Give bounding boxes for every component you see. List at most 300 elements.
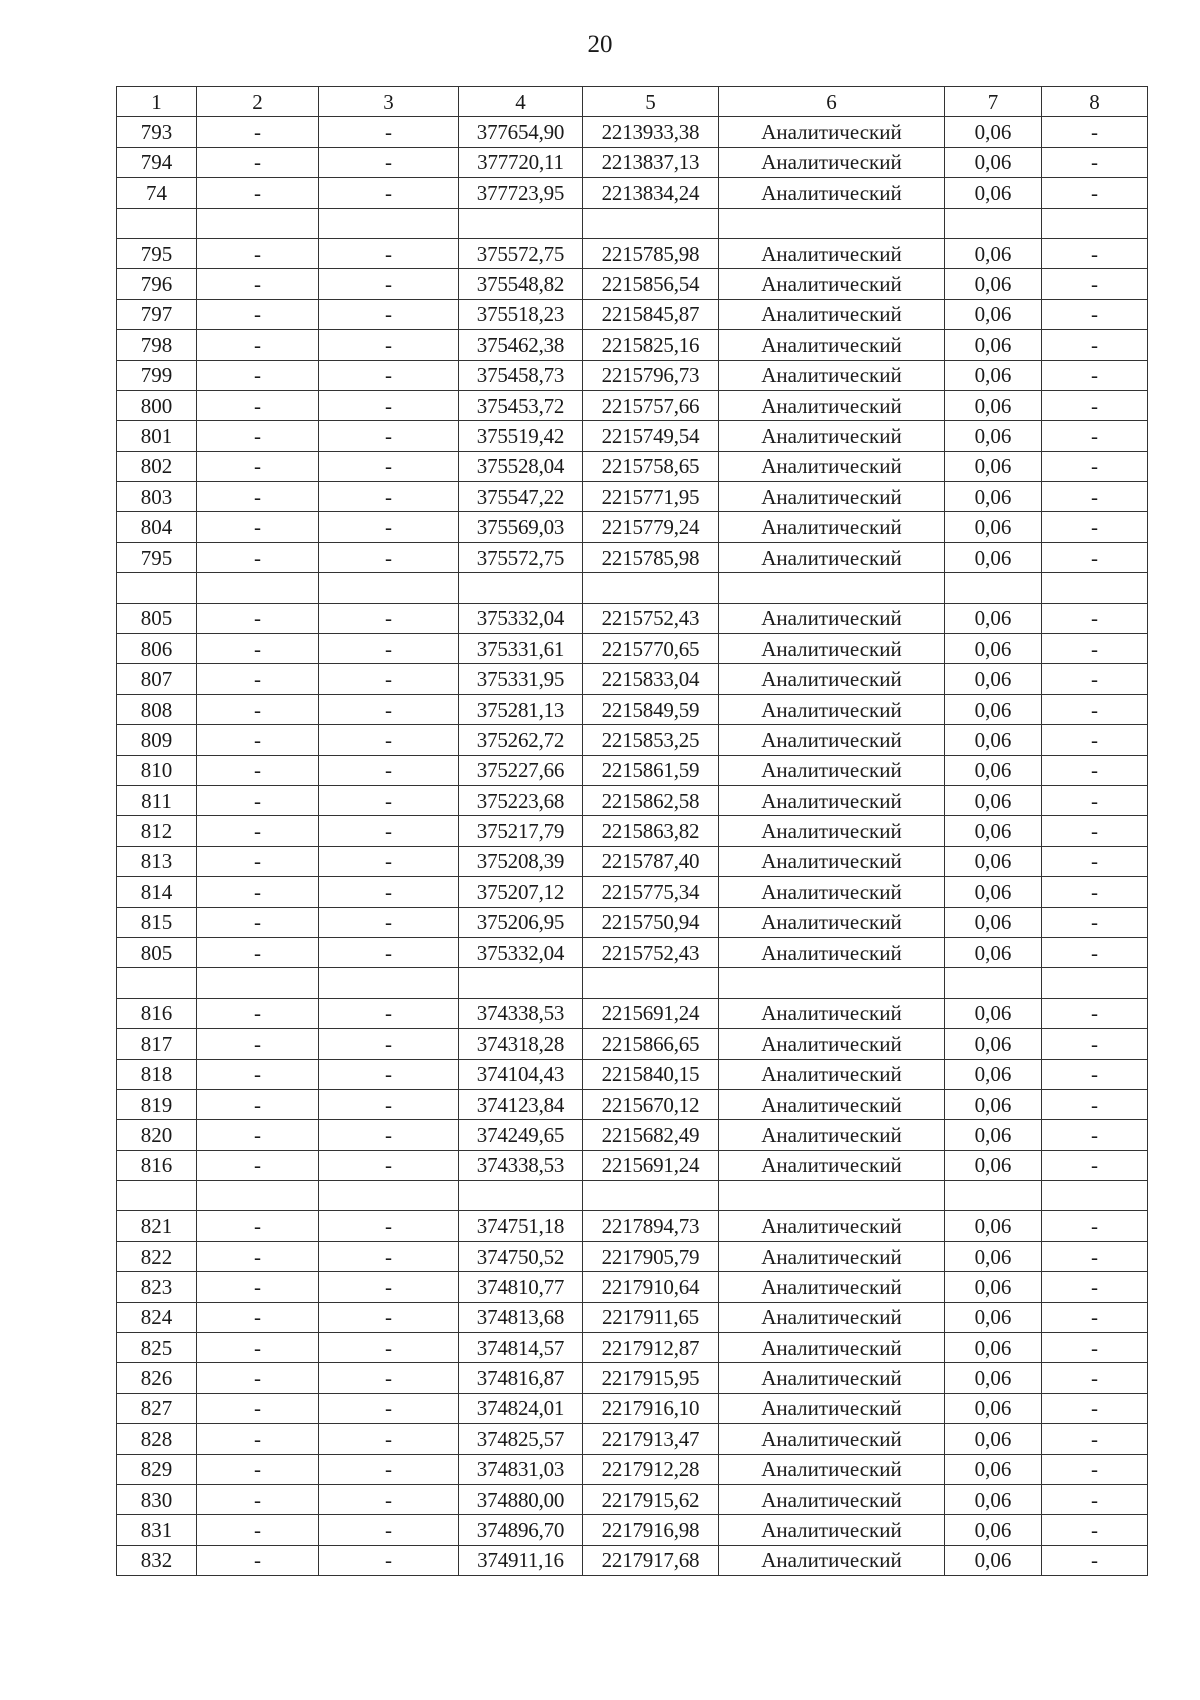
coord-y: 2215840,15 — [583, 1059, 719, 1089]
cell-col-8: - — [1042, 664, 1148, 694]
table-row — [117, 178, 1148, 208]
cell-col-8: - — [1042, 1515, 1148, 1545]
cell-col-8: - — [1042, 360, 1148, 390]
method: Аналитический — [719, 390, 945, 420]
accuracy: 0,06 — [945, 330, 1042, 360]
cell-col-8: - — [1042, 816, 1148, 846]
point-number: 830 — [117, 1484, 197, 1514]
cell-col-2: - — [197, 1241, 319, 1271]
coord-y: 2215758,65 — [583, 451, 719, 481]
cell-col-2: - — [197, 269, 319, 299]
point-number: 801 — [117, 421, 197, 451]
point-number: 820 — [117, 1120, 197, 1150]
coord-x: 377723,95 — [459, 178, 583, 208]
separator-row — [117, 208, 1148, 238]
table-row — [117, 1241, 1148, 1271]
cell-col-3 — [319, 208, 459, 238]
coord-x — [459, 968, 583, 998]
cell-col-3: - — [319, 1424, 459, 1454]
point-number — [117, 573, 197, 603]
method: Аналитический — [719, 664, 945, 694]
table-row — [117, 1089, 1148, 1119]
cell-col-3: - — [319, 785, 459, 815]
method: Аналитический — [719, 1363, 945, 1393]
point-number — [117, 208, 197, 238]
coord-y: 2215682,49 — [583, 1120, 719, 1150]
cell-col-2: - — [197, 1029, 319, 1059]
cell-col-3: - — [319, 877, 459, 907]
cell-col-8: - — [1042, 178, 1148, 208]
coord-x: 374338,53 — [459, 998, 583, 1028]
coord-y: 2215833,04 — [583, 664, 719, 694]
coord-x: 374831,03 — [459, 1454, 583, 1484]
method: Аналитический — [719, 178, 945, 208]
cell-col-2: - — [197, 694, 319, 724]
accuracy: 0,06 — [945, 1272, 1042, 1302]
point-number: 794 — [117, 147, 197, 177]
cell-col-2: - — [197, 147, 319, 177]
cell-col-3: - — [319, 1515, 459, 1545]
point-number: 829 — [117, 1454, 197, 1484]
accuracy — [945, 1181, 1042, 1211]
separator-row — [117, 573, 1148, 603]
accuracy: 0,06 — [945, 603, 1042, 633]
coord-x: 375518,23 — [459, 299, 583, 329]
method: Аналитический — [719, 1333, 945, 1363]
table-row — [117, 451, 1148, 481]
cell-col-3: - — [319, 1272, 459, 1302]
coord-x: 375262,72 — [459, 725, 583, 755]
cell-col-2: - — [197, 1272, 319, 1302]
point-number: 796 — [117, 269, 197, 299]
cell-col-8: - — [1042, 1545, 1148, 1575]
table-row — [117, 360, 1148, 390]
cell-col-3: - — [319, 421, 459, 451]
coord-y: 2215749,54 — [583, 421, 719, 451]
cell-col-3: - — [319, 1150, 459, 1180]
method: Аналитический — [719, 117, 945, 147]
cell-col-8: - — [1042, 937, 1148, 967]
point-number: 798 — [117, 330, 197, 360]
cell-col-2 — [197, 1181, 319, 1211]
point-number: 800 — [117, 390, 197, 420]
coord-y: 2215862,58 — [583, 785, 719, 815]
method: Аналитический — [719, 694, 945, 724]
point-number: 822 — [117, 1241, 197, 1271]
cell-col-3: - — [319, 1059, 459, 1089]
accuracy: 0,06 — [945, 664, 1042, 694]
coord-x: 375572,75 — [459, 542, 583, 572]
cell-col-3: - — [319, 1333, 459, 1363]
cell-col-8: - — [1042, 1333, 1148, 1363]
table-row — [117, 998, 1148, 1028]
coord-x: 375569,03 — [459, 512, 583, 542]
cell-col-3 — [319, 1181, 459, 1211]
accuracy: 0,06 — [945, 1363, 1042, 1393]
column-header: 4 — [459, 87, 583, 117]
method: Аналитический — [719, 299, 945, 329]
coord-y: 2215752,43 — [583, 937, 719, 967]
cell-col-3: - — [319, 1484, 459, 1514]
coord-y — [583, 1181, 719, 1211]
cell-col-2: - — [197, 998, 319, 1028]
coord-y — [583, 208, 719, 238]
table-row — [117, 664, 1148, 694]
accuracy: 0,06 — [945, 1515, 1042, 1545]
method: Аналитический — [719, 998, 945, 1028]
method: Аналитический — [719, 421, 945, 451]
coord-y: 2215825,16 — [583, 330, 719, 360]
table-row — [117, 634, 1148, 664]
column-header: 7 — [945, 87, 1042, 117]
point-number: 812 — [117, 816, 197, 846]
table-row — [117, 1424, 1148, 1454]
coord-x: 374249,65 — [459, 1120, 583, 1150]
table-row — [117, 1454, 1148, 1484]
point-number: 797 — [117, 299, 197, 329]
point-number: 74 — [117, 178, 197, 208]
point-number: 831 — [117, 1515, 197, 1545]
coord-y: 2215691,24 — [583, 998, 719, 1028]
cell-col-2: - — [197, 542, 319, 572]
accuracy: 0,06 — [945, 482, 1042, 512]
method — [719, 573, 945, 603]
point-number: 811 — [117, 785, 197, 815]
point-number: 817 — [117, 1029, 197, 1059]
cell-col-3: - — [319, 1363, 459, 1393]
method: Аналитический — [719, 482, 945, 512]
coord-x: 374816,87 — [459, 1363, 583, 1393]
cell-col-3: - — [319, 1029, 459, 1059]
table-row — [117, 1333, 1148, 1363]
coord-y: 2217916,98 — [583, 1515, 719, 1545]
method: Аналитический — [719, 937, 945, 967]
accuracy: 0,06 — [945, 390, 1042, 420]
coord-x: 375519,42 — [459, 421, 583, 451]
cell-col-2: - — [197, 451, 319, 481]
cell-col-2: - — [197, 664, 319, 694]
cell-col-2 — [197, 208, 319, 238]
table-header-row — [117, 87, 1148, 117]
cell-col-8 — [1042, 573, 1148, 603]
method: Аналитический — [719, 755, 945, 785]
point-number: 804 — [117, 512, 197, 542]
coord-x: 374338,53 — [459, 1150, 583, 1180]
coord-x: 375572,75 — [459, 238, 583, 268]
cell-col-8: - — [1042, 390, 1148, 420]
point-number: 793 — [117, 117, 197, 147]
coord-x: 375217,79 — [459, 816, 583, 846]
accuracy: 0,06 — [945, 1484, 1042, 1514]
method: Аналитический — [719, 360, 945, 390]
method: Аналитический — [719, 238, 945, 268]
method: Аналитический — [719, 1393, 945, 1423]
coord-y: 2215787,40 — [583, 846, 719, 876]
table-row — [117, 846, 1148, 876]
cell-col-3: - — [319, 725, 459, 755]
cell-col-2: - — [197, 178, 319, 208]
method: Аналитический — [719, 1150, 945, 1180]
coord-x: 374911,16 — [459, 1545, 583, 1575]
cell-col-2: - — [197, 1393, 319, 1423]
coord-y — [583, 573, 719, 603]
table-body — [117, 117, 1148, 1576]
point-number: 819 — [117, 1089, 197, 1119]
cell-col-8: - — [1042, 998, 1148, 1028]
table-row — [117, 330, 1148, 360]
page-number: 20 — [587, 31, 613, 58]
point-number: 799 — [117, 360, 197, 390]
accuracy: 0,06 — [945, 360, 1042, 390]
cell-col-8: - — [1042, 147, 1148, 177]
method: Аналитический — [719, 1545, 945, 1575]
table-row — [117, 877, 1148, 907]
cell-col-8: - — [1042, 755, 1148, 785]
cell-col-2: - — [197, 877, 319, 907]
cell-col-8: - — [1042, 542, 1148, 572]
cell-col-2: - — [197, 1424, 319, 1454]
method — [719, 1181, 945, 1211]
method — [719, 208, 945, 238]
cell-col-2: - — [197, 1089, 319, 1119]
cell-col-3: - — [319, 634, 459, 664]
coord-y: 2217905,79 — [583, 1241, 719, 1271]
cell-col-8: - — [1042, 1424, 1148, 1454]
cell-col-2 — [197, 968, 319, 998]
accuracy: 0,06 — [945, 1545, 1042, 1575]
cell-col-2: - — [197, 816, 319, 846]
point-number: 807 — [117, 664, 197, 694]
table-row — [117, 269, 1148, 299]
cell-col-3: - — [319, 269, 459, 299]
coord-x: 375548,82 — [459, 269, 583, 299]
cell-col-8: - — [1042, 785, 1148, 815]
accuracy: 0,06 — [945, 937, 1042, 967]
coord-y: 2215849,59 — [583, 694, 719, 724]
cell-col-3: - — [319, 542, 459, 572]
coord-x: 375462,38 — [459, 330, 583, 360]
cell-col-3: - — [319, 816, 459, 846]
cell-col-2: - — [197, 603, 319, 633]
coord-x: 375281,13 — [459, 694, 583, 724]
coord-y — [583, 968, 719, 998]
coord-x: 375547,22 — [459, 482, 583, 512]
coord-x: 375332,04 — [459, 603, 583, 633]
point-number: 825 — [117, 1333, 197, 1363]
cell-col-8: - — [1042, 238, 1148, 268]
cell-col-8: - — [1042, 330, 1148, 360]
table-row — [117, 603, 1148, 633]
method: Аналитический — [719, 330, 945, 360]
cell-col-8: - — [1042, 846, 1148, 876]
table-row — [117, 482, 1148, 512]
coord-x: 375528,04 — [459, 451, 583, 481]
cell-col-8 — [1042, 1181, 1148, 1211]
coord-y: 2215866,65 — [583, 1029, 719, 1059]
cell-col-3: - — [319, 1211, 459, 1241]
method: Аналитический — [719, 1089, 945, 1119]
point-number: 816 — [117, 1150, 197, 1180]
table-row — [117, 390, 1148, 420]
cell-col-2: - — [197, 330, 319, 360]
coord-x: 374751,18 — [459, 1211, 583, 1241]
cell-col-2: - — [197, 238, 319, 268]
coord-y: 2217894,73 — [583, 1211, 719, 1241]
coord-y: 2217911,65 — [583, 1302, 719, 1332]
accuracy: 0,06 — [945, 178, 1042, 208]
cell-col-3: - — [319, 664, 459, 694]
table-row — [117, 785, 1148, 815]
accuracy: 0,06 — [945, 147, 1042, 177]
point-number: 824 — [117, 1302, 197, 1332]
cell-col-8: - — [1042, 117, 1148, 147]
table-row — [117, 1120, 1148, 1150]
cell-col-8: - — [1042, 634, 1148, 664]
cell-col-8: - — [1042, 1029, 1148, 1059]
coord-y: 2215670,12 — [583, 1089, 719, 1119]
point-number — [117, 968, 197, 998]
coord-x: 374750,52 — [459, 1241, 583, 1271]
cell-col-8: - — [1042, 1363, 1148, 1393]
column-header: 1 — [117, 87, 197, 117]
coord-y: 2215856,54 — [583, 269, 719, 299]
cell-col-2: - — [197, 785, 319, 815]
point-number: 826 — [117, 1363, 197, 1393]
cell-col-3 — [319, 968, 459, 998]
method — [719, 968, 945, 998]
table-row — [117, 542, 1148, 572]
table-row — [117, 1029, 1148, 1059]
point-number: 818 — [117, 1059, 197, 1089]
coord-x: 377654,90 — [459, 117, 583, 147]
cell-col-8: - — [1042, 1484, 1148, 1514]
cell-col-8: - — [1042, 482, 1148, 512]
cell-col-3: - — [319, 694, 459, 724]
cell-col-2: - — [197, 1484, 319, 1514]
accuracy — [945, 208, 1042, 238]
cell-col-3: - — [319, 937, 459, 967]
coord-y: 2217915,95 — [583, 1363, 719, 1393]
cell-col-8: - — [1042, 694, 1148, 724]
cell-col-8 — [1042, 968, 1148, 998]
method: Аналитический — [719, 907, 945, 937]
cell-col-2: - — [197, 1302, 319, 1332]
accuracy: 0,06 — [945, 1393, 1042, 1423]
accuracy: 0,06 — [945, 1120, 1042, 1150]
coord-x: 374318,28 — [459, 1029, 583, 1059]
cell-col-3: - — [319, 512, 459, 542]
point-number: 823 — [117, 1272, 197, 1302]
coord-x: 377720,11 — [459, 147, 583, 177]
cell-col-3: - — [319, 147, 459, 177]
cell-col-3: - — [319, 755, 459, 785]
coord-x: 375331,61 — [459, 634, 583, 664]
cell-col-2: - — [197, 1120, 319, 1150]
cell-col-3 — [319, 573, 459, 603]
cell-col-2: - — [197, 512, 319, 542]
accuracy: 0,06 — [945, 785, 1042, 815]
coord-x: 375227,66 — [459, 755, 583, 785]
coord-y: 2217917,68 — [583, 1545, 719, 1575]
method: Аналитический — [719, 451, 945, 481]
accuracy: 0,06 — [945, 1302, 1042, 1332]
coord-x: 374813,68 — [459, 1302, 583, 1332]
accuracy — [945, 573, 1042, 603]
accuracy: 0,06 — [945, 1029, 1042, 1059]
coord-x: 375208,39 — [459, 846, 583, 876]
cell-col-2: - — [197, 1545, 319, 1575]
method: Аналитический — [719, 877, 945, 907]
table-row — [117, 1545, 1148, 1575]
cell-col-2: - — [197, 1150, 319, 1180]
coord-x: 374104,43 — [459, 1059, 583, 1089]
cell-col-8 — [1042, 208, 1148, 238]
cell-col-2: - — [197, 1211, 319, 1241]
method: Аналитический — [719, 846, 945, 876]
coord-x: 375206,95 — [459, 907, 583, 937]
method: Аналитический — [719, 1241, 945, 1271]
coord-x: 374810,77 — [459, 1272, 583, 1302]
coord-y: 2217913,47 — [583, 1424, 719, 1454]
table-row — [117, 907, 1148, 937]
cell-col-2: - — [197, 755, 319, 785]
cell-col-3: - — [319, 238, 459, 268]
coord-y: 2213834,24 — [583, 178, 719, 208]
coord-y: 2215771,95 — [583, 482, 719, 512]
cell-col-3: - — [319, 299, 459, 329]
table-row — [117, 1363, 1148, 1393]
cell-col-8: - — [1042, 1302, 1148, 1332]
cell-col-3: - — [319, 998, 459, 1028]
method: Аналитический — [719, 1484, 945, 1514]
cell-col-8: - — [1042, 512, 1148, 542]
point-number: 828 — [117, 1424, 197, 1454]
accuracy: 0,06 — [945, 1059, 1042, 1089]
table-row — [117, 299, 1148, 329]
point-number: 808 — [117, 694, 197, 724]
accuracy: 0,06 — [945, 1241, 1042, 1271]
coord-x: 375207,12 — [459, 877, 583, 907]
point-number: 795 — [117, 238, 197, 268]
table-row — [117, 937, 1148, 967]
cell-col-8: - — [1042, 1150, 1148, 1180]
table-row — [117, 1302, 1148, 1332]
coord-y: 2217912,28 — [583, 1454, 719, 1484]
coord-x: 375223,68 — [459, 785, 583, 815]
point-number: 832 — [117, 1545, 197, 1575]
accuracy: 0,06 — [945, 299, 1042, 329]
point-number — [117, 1181, 197, 1211]
accuracy: 0,06 — [945, 1150, 1042, 1180]
column-header: 6 — [719, 87, 945, 117]
point-number: 806 — [117, 634, 197, 664]
separator-row — [117, 1181, 1148, 1211]
cell-col-2 — [197, 573, 319, 603]
point-number: 809 — [117, 725, 197, 755]
accuracy: 0,06 — [945, 998, 1042, 1028]
cell-col-8: - — [1042, 907, 1148, 937]
coord-y: 2215770,65 — [583, 634, 719, 664]
method: Аналитический — [719, 1059, 945, 1089]
accuracy: 0,06 — [945, 634, 1042, 664]
coordinates-table — [116, 86, 1148, 1576]
cell-col-8: - — [1042, 877, 1148, 907]
accuracy: 0,06 — [945, 1454, 1042, 1484]
accuracy: 0,06 — [945, 755, 1042, 785]
coord-y: 2215779,24 — [583, 512, 719, 542]
coord-y: 2215785,98 — [583, 238, 719, 268]
coord-y: 2217912,87 — [583, 1333, 719, 1363]
